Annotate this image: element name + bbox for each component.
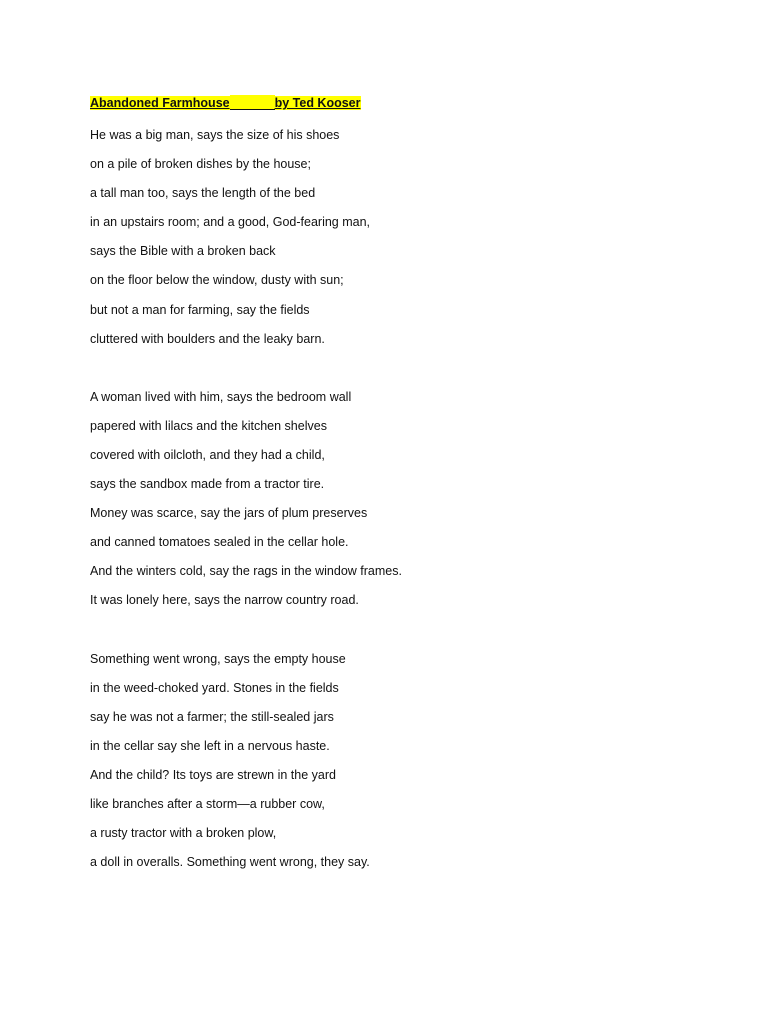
poem-line: in an upstairs room; and a good, God-fearing man, bbox=[90, 215, 371, 230]
poem-line: in the weed-choked yard. Stones in the fields bbox=[90, 680, 339, 695]
poem-line: a rusty tractor with a broken plow, bbox=[90, 826, 277, 841]
poem-line: on the floor below the window, dusty with sun; bbox=[90, 273, 344, 288]
poem-line: say he was not a farmer; the still-sealed jars bbox=[90, 709, 334, 724]
stanza-2 bbox=[90, 383, 690, 616]
poem-line: covered with oilcloth, and they had a child, bbox=[90, 447, 325, 462]
poem-line: and canned tomatoes sealed in the cellar hole. bbox=[90, 535, 349, 550]
poem-line: on a pile of broken dishes by the house; bbox=[90, 157, 311, 172]
poem-line: Money was scarce, say the jars of plum preserves bbox=[90, 506, 368, 521]
poem-title: Abandoned Farmhouse bbox=[90, 96, 230, 110]
poem-line: And the winters cold, say the rags in the window frames. bbox=[90, 564, 402, 579]
poem-line: A woman lived with him, says the bedroom wall bbox=[90, 389, 352, 404]
poem-line: He was a big man, says the size of his shoes bbox=[90, 128, 340, 142]
stanza-1 bbox=[90, 121, 690, 354]
poem-line: cluttered with boulders and the leaky barn. bbox=[90, 331, 325, 346]
poem-line: like branches after a storm—a rubber cow, bbox=[90, 796, 325, 811]
poem-line: a tall man too, says the length of the bed bbox=[90, 186, 316, 201]
poem-byline: by Ted Kooser bbox=[274, 96, 361, 110]
poem-heading bbox=[90, 92, 690, 114]
poem-line: It was lonely here, says the narrow country road. bbox=[90, 593, 359, 608]
poem-line: in the cellar say she left in a nervous haste. bbox=[90, 738, 330, 753]
poem-line: Something went wrong, says the empty house bbox=[90, 651, 346, 666]
poem-line: a doll in overalls. Something went wrong, they say. bbox=[90, 855, 370, 870]
title-underline-gap bbox=[230, 95, 275, 110]
poem-line: And the child? Its toys are strewn in the yard bbox=[90, 767, 336, 782]
poem-line: but not a man for farming, say the fields bbox=[90, 302, 310, 317]
poem-line: papered with lilacs and the kitchen shelves bbox=[90, 418, 327, 433]
poem-line: says the sandbox made from a tractor tire. bbox=[90, 477, 325, 492]
poem-line: says the Bible with a broken back bbox=[90, 244, 276, 259]
stanza-3 bbox=[90, 645, 690, 878]
poem-body bbox=[90, 92, 690, 906]
